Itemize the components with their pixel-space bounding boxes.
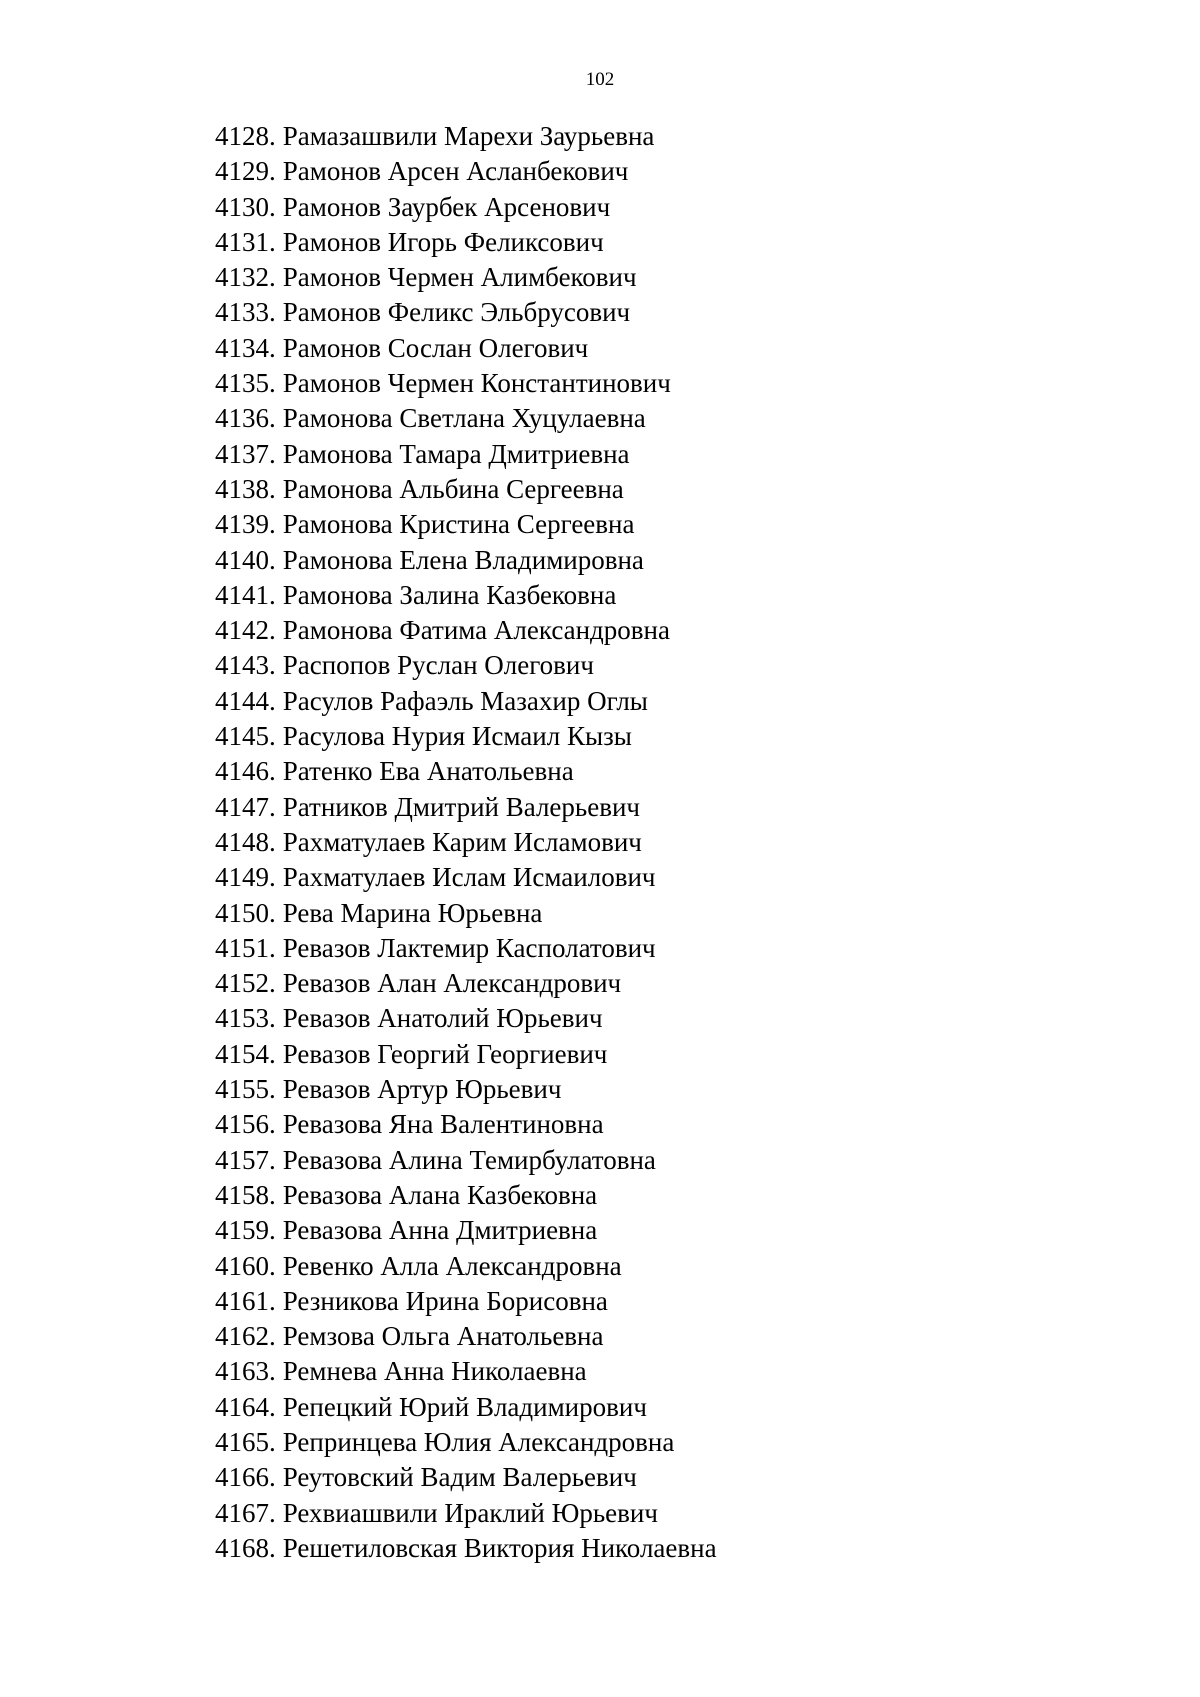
entry-name: Ревазова Алина Темирбулатовна (282, 1144, 656, 1175)
list-item (215, 578, 717, 613)
entry-name: Ремнева Анна Николаевна (282, 1356, 587, 1387)
entry-number: 4140. (215, 544, 276, 575)
entry-name: Ревенко Алла Александровна (282, 1250, 622, 1281)
list-item (215, 1213, 717, 1248)
entry-name: Репринцева Юлия Александровна (282, 1426, 675, 1457)
list-item (215, 1037, 717, 1072)
entry-name: Рамонов Чермен Константинович (282, 368, 671, 399)
list-item (215, 1001, 717, 1036)
entry-name: Рехвиашвили Ираклий Юрьевич (282, 1497, 658, 1528)
entry-name: Ревазова Яна Валентиновна (282, 1109, 604, 1140)
entry-name: Рамонова Фатима Александровна (282, 615, 670, 646)
entry-number: 4163. (215, 1356, 276, 1387)
list-item (215, 613, 717, 648)
entry-name: Ратенко Ева Анатольевна (282, 756, 574, 787)
entry-number: 4150. (215, 897, 276, 928)
entry-number: 4154. (215, 1038, 276, 1069)
list-item (215, 543, 717, 578)
entry-name: Рамазашвили Марехи Заурьевна (282, 121, 655, 151)
entry-number: 4148. (215, 826, 276, 857)
list-item (215, 966, 717, 1001)
entry-number: 4146. (215, 756, 276, 787)
entry-name: Ревазов Лактемир Касполатович (282, 932, 656, 963)
entry-name: Ремзова Ольга Анатольевна (282, 1321, 604, 1352)
entry-name: Рева Марина Юрьевна (282, 897, 543, 928)
entry-number: 4147. (215, 791, 276, 822)
entry-number: 4161. (215, 1285, 276, 1316)
list-item (215, 1354, 717, 1389)
entry-number: 4149. (215, 862, 276, 893)
list-item (215, 401, 717, 436)
entry-number: 4151. (215, 932, 276, 963)
list-item (215, 684, 717, 719)
entry-number: 4130. (215, 191, 276, 222)
list-item (215, 1425, 717, 1460)
entry-number: 4168. (215, 1532, 276, 1563)
list-item (215, 790, 717, 825)
entry-name: Ревазова Анна Дмитриевна (282, 1215, 598, 1246)
entry-number: 4157. (215, 1144, 276, 1175)
entry-name: Рамонова Альбина Сергеевна (282, 473, 624, 504)
entry-name: Рамонова Елена Владимировна (282, 544, 644, 575)
entry-name: Рамонов Сослан Олегович (282, 332, 589, 363)
entry-number: 4155. (215, 1074, 276, 1105)
entry-number: 4164. (215, 1391, 276, 1422)
list-item (215, 295, 717, 330)
entry-number: 4137. (215, 438, 276, 469)
entry-name: Ревазов Артур Юрьевич (282, 1074, 562, 1105)
list-item (215, 507, 717, 542)
entry-name: Репецкий Юрий Владимирович (282, 1391, 647, 1422)
entry-number: 4134. (215, 332, 276, 363)
entry-name: Расулов Рафаэль Мазахир Оглы (282, 685, 648, 716)
list-item (215, 1072, 717, 1107)
entry-name: Расулова Нурия Исмаил Кызы (282, 721, 632, 752)
entry-number: 4156. (215, 1109, 276, 1140)
list-item (215, 1107, 717, 1142)
list-item (215, 1460, 717, 1495)
entry-name: Рахматулаев Карим Исламович (282, 826, 642, 857)
list-item (215, 931, 717, 966)
entry-number: 4153. (215, 1003, 276, 1034)
list-item (215, 260, 717, 295)
list-item (215, 1319, 717, 1354)
list-item (215, 331, 717, 366)
entry-name: Рамонов Чермен Алимбекович (282, 262, 637, 293)
entry-number: 4143. (215, 650, 276, 681)
list-item (215, 1249, 717, 1284)
list-item (215, 896, 717, 931)
entry-number: 4128. (215, 121, 276, 151)
list-item (215, 1143, 717, 1178)
entry-number: 4138. (215, 473, 276, 504)
entry-number: 4159. (215, 1215, 276, 1246)
entry-name: Ратников Дмитрий Валерьевич (282, 791, 640, 822)
list-item (215, 1390, 717, 1425)
list-item (215, 719, 717, 754)
list-item (215, 648, 717, 683)
list-item (215, 860, 717, 895)
entry-number: 4132. (215, 262, 276, 293)
entry-number: 4152. (215, 968, 276, 999)
entry-number: 4167. (215, 1497, 276, 1528)
entry-name: Распопов Руслан Олегович (282, 650, 594, 681)
entry-name: Ревазова Алана Казбековна (282, 1179, 598, 1210)
entry-number: 4139. (215, 509, 276, 540)
list-item (215, 366, 717, 401)
entry-name: Рамонова Тамара Дмитриевна (282, 438, 630, 469)
entry-name: Ревазов Георгий Георгиевич (282, 1038, 608, 1069)
entry-name: Ревазов Анатолий Юрьевич (282, 1003, 603, 1034)
entry-number: 4160. (215, 1250, 276, 1281)
list-item (215, 190, 717, 225)
list-item (215, 825, 717, 860)
entry-number: 4165. (215, 1426, 276, 1457)
list-item (215, 754, 717, 789)
entry-number: 4162. (215, 1321, 276, 1352)
list-item (215, 1531, 717, 1566)
entry-name: Рамонов Арсен Асланбекович (282, 156, 629, 187)
entry-name: Рамонова Светлана Хуцулаевна (282, 403, 646, 434)
entry-number: 4166. (215, 1462, 276, 1493)
list-item (215, 1284, 717, 1319)
list-item (215, 119, 717, 154)
entry-name: Рамонов Феликс Эльбрусович (282, 297, 631, 328)
entry-number: 4131. (215, 226, 276, 257)
list-item (215, 154, 717, 189)
entry-name: Рахматулаев Ислам Исмаилович (282, 862, 656, 893)
entry-number: 4158. (215, 1179, 276, 1210)
name-list (215, 119, 717, 1566)
entry-number: 4141. (215, 579, 276, 610)
entry-number: 4144. (215, 685, 276, 716)
entry-name: Ревазов Алан Александрович (282, 968, 622, 999)
entry-name: Рамонова Кристина Сергеевна (282, 509, 635, 540)
entry-number: 4142. (215, 615, 276, 646)
page-number: 102 (585, 69, 615, 90)
list-item (215, 225, 717, 260)
entry-number: 4136. (215, 403, 276, 434)
entry-number: 4145. (215, 721, 276, 752)
list-item (215, 437, 717, 472)
entry-name: Решетиловская Виктория Николаевна (282, 1532, 717, 1563)
entry-number: 4135. (215, 368, 276, 399)
entry-number: 4129. (215, 156, 276, 187)
list-item (215, 1496, 717, 1531)
entry-name: Реутовский Вадим Валерьевич (282, 1462, 637, 1493)
entry-name: Рамонов Заурбек Арсенович (282, 191, 611, 222)
list-item (215, 472, 717, 507)
entry-number: 4133. (215, 297, 276, 328)
entry-name: Рамонов Игорь Феликсович (282, 226, 604, 257)
entry-name: Резникова Ирина Борисовна (282, 1285, 608, 1316)
entry-name: Рамонова Залина Казбековна (282, 579, 617, 610)
list-item (215, 1178, 717, 1213)
